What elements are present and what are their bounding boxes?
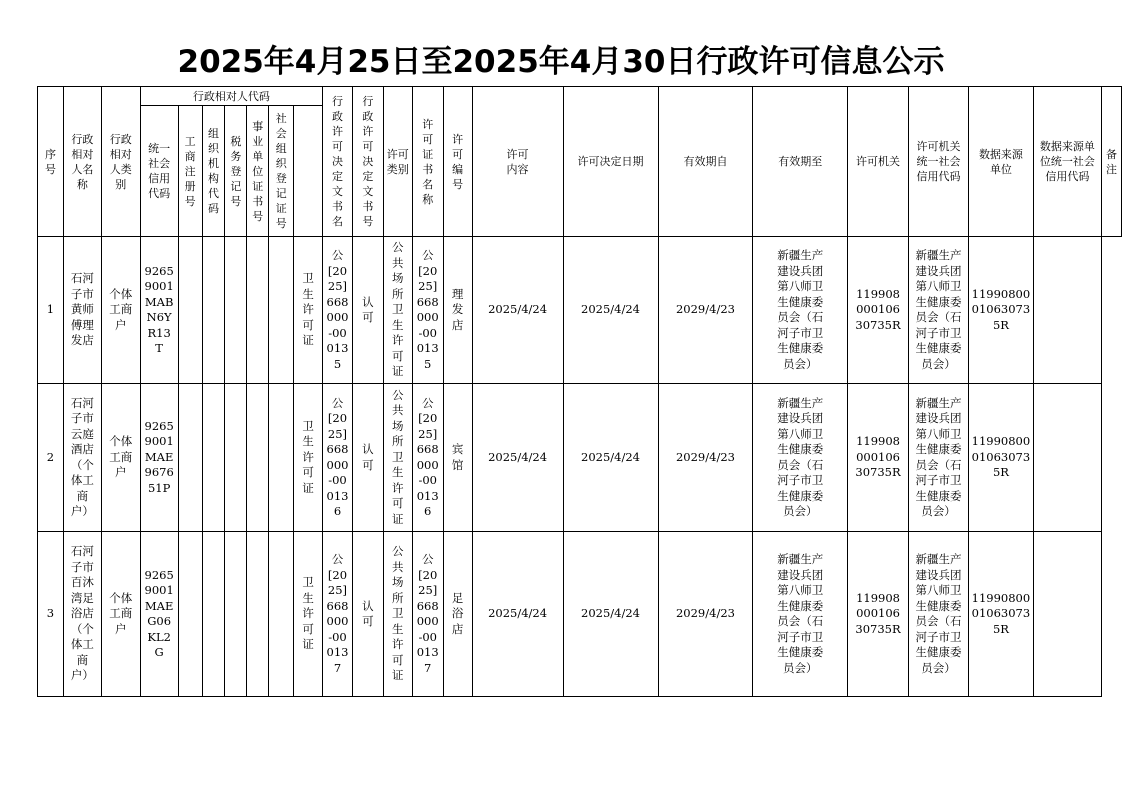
row-decision-date: 2025/4/24 <box>472 384 563 532</box>
row-tax-reg <box>225 384 247 532</box>
row-credit-code: 92659001MAEG06KL2G <box>140 532 178 697</box>
header-source-code: 数据来源单位统一社会信用代码 <box>1033 87 1101 237</box>
row-org-code <box>202 532 225 697</box>
row-decision-doc-no: 公[2025]668000-000135 <box>323 237 353 384</box>
header-permit-no: 许可编号 <box>443 87 472 237</box>
row-valid-from: 2025/4/24 <box>563 237 658 384</box>
row-tax-reg <box>225 237 247 384</box>
header-credit-code: 统一社会信用代码 <box>140 106 178 237</box>
header-remark: 备注 <box>1101 87 1121 237</box>
header-name: 行政相对人名称 <box>63 87 101 237</box>
row-decision-doc-name: 卫生许可证 <box>294 237 323 384</box>
row-decision-doc-no: 公[2025]668000-000137 <box>323 532 353 697</box>
header-source-unit: 数据来源单位 <box>968 87 1033 237</box>
row-name: 石河子市百沐湾足浴店（个体工商户） <box>63 532 101 697</box>
row-source-code: 11990800010630735R <box>968 532 1033 697</box>
row-social-org-reg <box>269 384 294 532</box>
row-permit-type: 认可 <box>352 384 383 532</box>
row-source-unit: 新疆生产建设兵团第八师卫生健康委员会（石河子市卫生健康委员会） <box>908 237 968 384</box>
row-tax-reg <box>225 532 247 697</box>
row-seq: 2 <box>38 384 64 532</box>
header-org-code: 组织机构代码 <box>202 106 225 237</box>
row-authority-code: 11990800010630735R <box>848 532 909 697</box>
row-type: 个体工商户 <box>101 384 140 532</box>
row-authority: 新疆生产建设兵团第八师卫生健康委员会（石河子市卫生健康委员会） <box>753 532 848 697</box>
header-permit-content: 许可内容 <box>472 87 563 237</box>
header-decision-date: 许可决定日期 <box>563 87 658 237</box>
row-decision-doc-name: 卫生许可证 <box>294 532 323 697</box>
row-permit-type: 认可 <box>352 532 383 697</box>
row-decision-doc-name: 卫生许可证 <box>294 384 323 532</box>
row-decision-doc-no: 公[2025]668000-000136 <box>323 384 353 532</box>
row-social-org-reg <box>269 532 294 697</box>
row-credit-code: 92659001MABN6YR13T <box>140 237 178 384</box>
row-decision-date: 2025/4/24 <box>472 532 563 697</box>
row-decision-date: 2025/4/24 <box>472 237 563 384</box>
row-name: 石河子市黄师傅理发店 <box>63 237 101 384</box>
row-business-reg <box>178 384 202 532</box>
header-valid-to: 有效期至 <box>753 87 848 237</box>
row-permit-content: 足浴店 <box>443 532 472 697</box>
header-seq: 序号 <box>38 87 64 237</box>
row-source-code: 11990800010630735R <box>968 384 1033 532</box>
row-org-code <box>202 384 225 532</box>
header-business-reg: 工商注册号 <box>178 106 202 237</box>
row-valid-to: 2029/4/23 <box>658 384 753 532</box>
header-social-org-reg: 社会组织登记证号 <box>269 106 294 237</box>
row-remark <box>1033 237 1101 384</box>
permit-table <box>37 86 1122 697</box>
row-authority-code: 11990800010630735R <box>848 237 909 384</box>
header-valid-from: 有效期自 <box>658 87 753 237</box>
row-type: 个体工商户 <box>101 237 140 384</box>
row-business-reg <box>178 532 202 697</box>
row-valid-from: 2025/4/24 <box>563 532 658 697</box>
header-authority-code: 许可机关统一社会信用代码 <box>908 87 968 237</box>
header-institution-cert: 事业单位证书号 <box>247 106 269 237</box>
header-cert-name: 许可证书名称 <box>412 87 443 237</box>
header-tax-reg: 税务登记号 <box>225 106 247 237</box>
row-cert-name: 公共场所卫生许可证 <box>383 237 412 384</box>
table-row <box>38 237 1122 384</box>
row-cert-name: 公共场所卫生许可证 <box>383 384 412 532</box>
header-code-group: 行政相对人代码 <box>140 87 322 106</box>
row-seq: 1 <box>38 237 64 384</box>
row-remark <box>1033 384 1101 532</box>
row-cert-name: 公共场所卫生许可证 <box>383 532 412 697</box>
row-institution-cert <box>247 384 269 532</box>
row-remark <box>1033 532 1101 697</box>
row-valid-to: 2029/4/23 <box>658 532 753 697</box>
header-type: 行政相对人类别 <box>101 87 140 237</box>
row-permit-content: 宾馆 <box>443 384 472 532</box>
row-source-unit: 新疆生产建设兵团第八师卫生健康委员会（石河子市卫生健康委员会） <box>908 384 968 532</box>
row-authority: 新疆生产建设兵团第八师卫生健康委员会（石河子市卫生健康委员会） <box>753 384 848 532</box>
row-seq: 3 <box>38 532 64 697</box>
row-source-unit: 新疆生产建设兵团第八师卫生健康委员会（石河子市卫生健康委员会） <box>908 532 968 697</box>
row-permit-no: 公[2025]668000-000135 <box>412 237 443 384</box>
row-business-reg <box>178 237 202 384</box>
row-source-code: 11990800010630735R <box>968 237 1033 384</box>
row-authority: 新疆生产建设兵团第八师卫生健康委员会（石河子市卫生健康委员会） <box>753 237 848 384</box>
row-social-org-reg <box>269 237 294 384</box>
row-institution-cert <box>247 237 269 384</box>
header-authority: 许可机关 <box>848 87 909 237</box>
row-org-code <box>202 237 225 384</box>
header-decision-doc-no: 行政许可决定文书号 <box>352 87 383 237</box>
row-institution-cert <box>247 532 269 697</box>
row-permit-content: 理发店 <box>443 237 472 384</box>
header-decision-doc-name: 行政许可决定文书名 <box>323 87 353 237</box>
row-permit-no: 公[2025]668000-000136 <box>412 384 443 532</box>
row-valid-from: 2025/4/24 <box>563 384 658 532</box>
row-permit-no: 公[2025]668000-000137 <box>412 532 443 697</box>
row-name: 石河子市云庭酒店（个体工商户） <box>63 384 101 532</box>
row-permit-type: 认可 <box>352 237 383 384</box>
row-valid-to: 2029/4/23 <box>658 237 753 384</box>
header-permit-type: 许可类别 <box>383 87 412 237</box>
table-row <box>38 532 1122 697</box>
page-title: 2025年4月25日至2025年4月30日行政许可信息公示 <box>177 44 945 80</box>
row-authority-code: 11990800010630735R <box>848 384 909 532</box>
row-type: 个体工商户 <box>101 532 140 697</box>
row-credit-code: 92659001MAE967651P <box>140 384 178 532</box>
table-row <box>38 384 1122 532</box>
